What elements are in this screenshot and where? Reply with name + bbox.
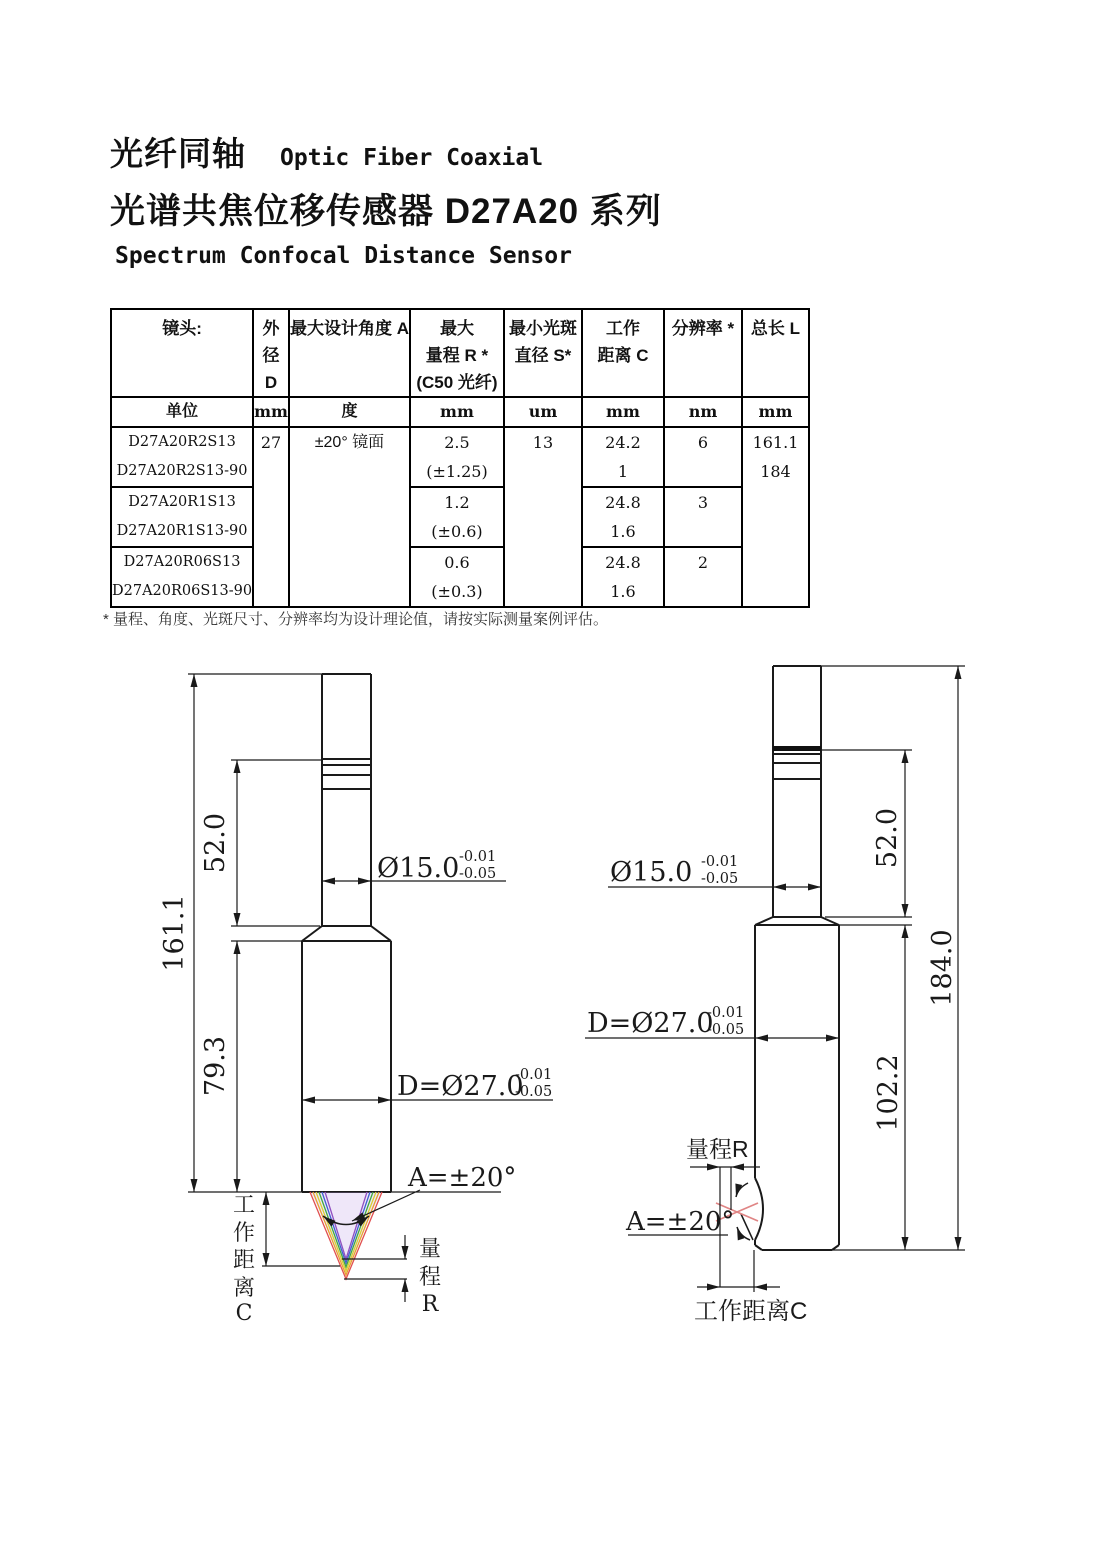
dim-total-length: 161.1 — [159, 894, 190, 972]
svg-text:量: 量 — [418, 1236, 442, 1261]
sensor-outline — [755, 666, 839, 1250]
dim-tube-diameter: Ø15.0 — [377, 853, 460, 884]
tolerance-lower: -0.05 — [459, 866, 497, 882]
dim-body-diameter: D=Ø27.0 — [587, 1008, 714, 1039]
model-names: D27A20R2S13 D27A20R2S13-90 — [111, 427, 253, 487]
col-header-max-angle: 最大设计角度 A — [289, 309, 410, 397]
svg-text:R: R — [421, 1292, 439, 1317]
col-header-working-distance: 工作 距离 C — [582, 309, 664, 397]
tolerance-upper: -0.01 — [459, 849, 497, 865]
svg-text:作: 作 — [232, 1220, 256, 1245]
value-range: 0.6 (±0.3) — [410, 547, 504, 607]
connector-band — [773, 746, 821, 751]
value-outer-diameter: 27 — [253, 427, 289, 607]
working-distance-label — [233, 1192, 255, 1326]
tolerance-upper: -0.01 — [707, 1005, 745, 1021]
value-working-distance: 24.8 1.6 — [582, 487, 664, 547]
value-min-spot: 13 — [504, 427, 582, 607]
drawing-90deg-sensor — [585, 666, 965, 1325]
dim-body-diameter: D=Ø27.0 — [397, 1071, 524, 1102]
col-header-total-length: 总长 L — [742, 309, 809, 397]
model-names: D27A20R1S13 D27A20R1S13-90 — [111, 487, 253, 547]
col-header-max-range: 最大 量程 R * (C50 光纤) — [410, 309, 504, 397]
title-chinese: 光纤同轴 — [110, 135, 246, 172]
model-names: D27A20R06S13 D27A20R06S13-90 — [111, 547, 253, 607]
units-label: 单位 — [111, 397, 253, 427]
unit-distance: mm — [582, 397, 664, 427]
dimension-lines — [585, 666, 965, 1292]
value-range: 2.5 (±1.25) — [410, 427, 504, 487]
dim-lower-length: 79.3 — [200, 1035, 231, 1097]
title-line3-english: Spectrum Confocal Distance Sensor — [115, 243, 572, 269]
value-range: 1.2 (±0.6) — [410, 487, 504, 547]
unit-resolution: nm — [664, 397, 742, 427]
svg-text:距: 距 — [232, 1247, 256, 1272]
value-total-length: 161.1 184 — [742, 427, 809, 607]
svg-text:工: 工 — [232, 1192, 256, 1217]
tolerance-lower: -0.05 — [701, 871, 739, 887]
value-resolution: 6 — [664, 427, 742, 487]
title-line2-series: 光谱共焦位移传感器 D27A20 系列 — [110, 192, 662, 231]
tolerance-lower: -0.05 — [707, 1022, 745, 1038]
tolerance-upper: -0.01 — [515, 1067, 553, 1083]
sensor-outline — [302, 674, 391, 1192]
value-resolution: 3 — [664, 487, 742, 547]
value-max-angle: ±20° 镜面 — [289, 427, 410, 607]
tolerance-upper: -0.01 — [701, 854, 739, 870]
svg-text:C: C — [235, 1301, 253, 1326]
unit-length: mm — [742, 397, 809, 427]
col-header-resolution: 分辨率 * — [664, 309, 742, 397]
drawing-straight-sensor — [159, 674, 553, 1326]
svg-text:离: 离 — [232, 1275, 256, 1300]
dim-lower-length: 102.2 — [873, 1054, 904, 1132]
svg-text:程: 程 — [418, 1264, 442, 1289]
col-header-lens: 镜头: — [111, 309, 253, 397]
col-header-outer-diameter: 外 径 D — [253, 309, 289, 397]
dim-upper-length: 52.0 — [200, 812, 231, 874]
dim-tube-diameter: Ø15.0 — [610, 857, 693, 888]
working-distance-label: 工作距离C — [694, 1298, 808, 1325]
dim-total-length: 184.0 — [927, 929, 958, 1007]
range-label: 量程R — [686, 1136, 749, 1162]
col-header-min-spot: 最小光斑 直径 S* — [504, 309, 582, 397]
unit-outer-diameter: mm — [253, 397, 289, 427]
value-resolution: 2 — [664, 547, 742, 607]
range-label — [419, 1236, 441, 1317]
value-working-distance: 24.2 1 — [582, 427, 664, 487]
dim-angle: A=±20° — [626, 1207, 735, 1237]
unit-spot: um — [504, 397, 582, 427]
title-english: Optic Fiber Coaxial — [280, 145, 544, 171]
dim-angle: A=±20° — [408, 1163, 517, 1193]
value-working-distance: 24.8 1.6 — [582, 547, 664, 607]
table-footnote: * 量程、角度、光斑尺寸、分辨率均为设计理论值，请按实际测量案例评估。 — [103, 611, 609, 628]
unit-angle: 度 — [289, 397, 410, 427]
unit-range: mm — [410, 397, 504, 427]
arrowheads — [707, 666, 962, 1291]
dim-upper-length: 52.0 — [872, 807, 903, 869]
tolerance-lower: -0.05 — [515, 1084, 553, 1100]
